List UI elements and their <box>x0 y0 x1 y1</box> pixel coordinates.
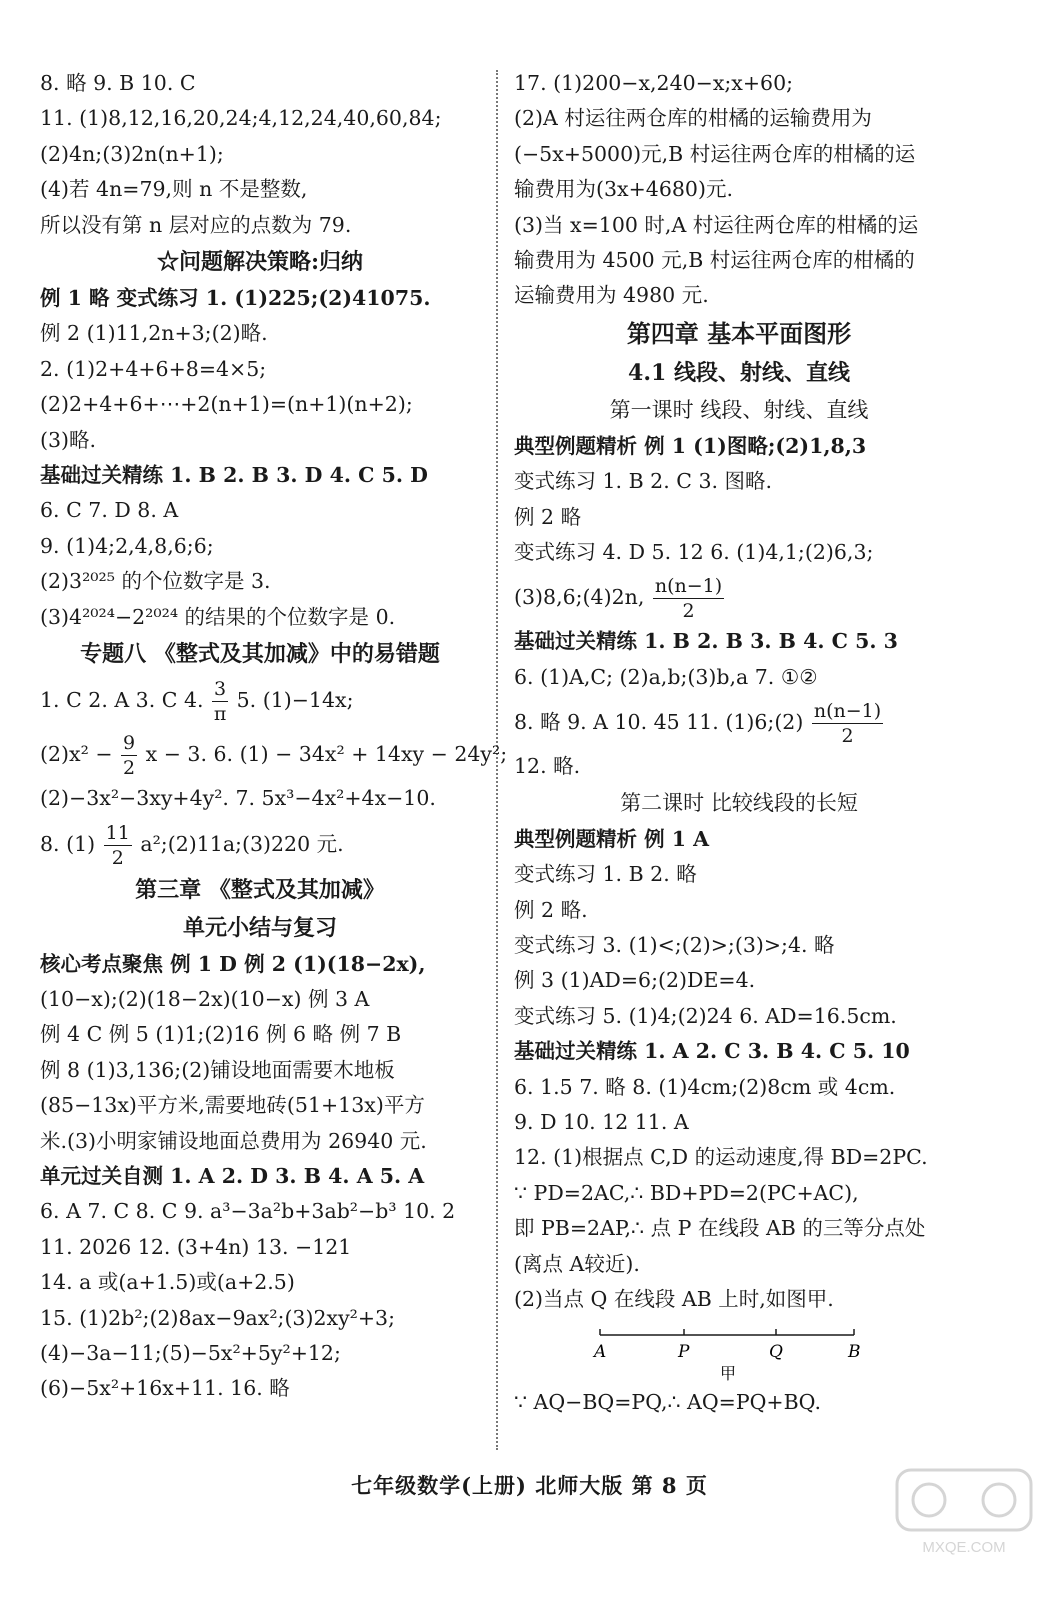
right-line-23: 变式练习 3. (1)<;(2)>;(3)>;4. 略 <box>514 932 835 957</box>
left-line-28: 米.(3)小明家铺设地面总费用为 26940 元. <box>40 1128 427 1153</box>
point-a-label: A <box>594 1342 607 1363</box>
left-line-4: 所以没有第 n 层对应的点数为 79. <box>40 212 352 237</box>
left-line-1: 11. (1)8,12,16,20,24;4,12,24,40,60,84; <box>40 106 442 131</box>
left-line-34: (4)−3a−11;(5)−5x²+5y²+12; <box>40 1340 341 1365</box>
right-line-7: 第四章 基本平面图形 <box>626 318 852 348</box>
left-line-12: 6. C 7. D 8. A <box>40 498 179 523</box>
left-line-18: (2)x² − $\frac{9}{2}$ x − 3. 6. (1) − 34x² + 14xy − 24y²; <box>40 732 508 780</box>
right-line-13: 变式练习 4. D 5. 12 6. (1)4,1;(2)6,3; <box>514 540 874 565</box>
point-q-label: Q <box>769 1342 783 1363</box>
left-line-20: 8. (1) $\frac{11}{2}$ a²;(2)11a;(3)220 元. <box>40 821 344 869</box>
left-line-8: 2. (1)2+4+6+8=4×5; <box>40 356 267 381</box>
right-line-22: 例 2 略. <box>514 897 588 922</box>
left-line-16: 专题八 《整式及其加减》中的易错题 <box>80 641 440 668</box>
right-line-14: (3)8,6;(4)2n, $\frac{n(n-1)}{2}$ <box>514 575 723 623</box>
right-line-12: 例 2 略 <box>514 504 582 529</box>
right-column-top <box>514 66 964 1317</box>
left-line-29: 单元过关自测 1. A 2. D 3. B 4. A 5. A <box>40 1163 425 1188</box>
right-line-26: 基础过关精练 1. A 2. C 3. B 4. C 5. 10 <box>514 1039 910 1064</box>
left-line-13: 9. (1)4;2,4,8,6;6; <box>40 533 214 558</box>
left-line-14: (2)3²⁰²⁵ 的个位数字是 3. <box>40 569 271 594</box>
right-line-28: 9. D 10. 12 11. A <box>514 1109 689 1134</box>
left-line-9: (2)2+4+6+⋯+2(n+1)=(n+1)(n+2); <box>40 392 413 417</box>
left-line-19: (2)−3x²−3xy+4y². 7. 5x³−4x²+4x−10. <box>40 786 436 811</box>
right-line-1: (2)A 村运往两仓库的柑橘的运输费用为 <box>514 106 872 131</box>
right-end-line-0: ∵ AQ−BQ=PQ,∴ AQ=PQ+BQ. <box>514 1390 821 1415</box>
left-line-25: 例 4 C 例 5 (1)1;(2)16 例 6 略 例 7 B <box>40 1022 402 1047</box>
right-line-15: 基础过关精练 1. B 2. B 3. B 4. C 5. 3 <box>514 629 898 654</box>
right-line-20: 典型例题精析 例 1 A <box>514 826 710 851</box>
left-line-5: ☆问题解决策略:归纳 <box>156 249 364 276</box>
right-line-33: (2)当点 Q 在线段 AB 上时,如图甲. <box>514 1286 834 1311</box>
right-line-5: 输费用为 4500 元,B 村运往两仓库的柑橘的 <box>514 248 915 273</box>
right-line-6: 运输费用为 4980 元. <box>514 283 709 308</box>
right-line-0: 17. (1)200−x,240−x;x+60; <box>514 71 794 95</box>
point-p-label: P <box>678 1342 690 1363</box>
left-line-24: (10−x);(2)(18−2x)(10−x) 例 3 A <box>40 986 370 1011</box>
left-line-35: (6)−5x²+16x+11. 16. 略 <box>40 1376 290 1401</box>
right-line-31: 即 PB=2AP,∴ 点 P 在线段 AB 的三等分点处 <box>514 1216 926 1241</box>
figure-jia <box>574 1319 874 1385</box>
right-line-27: 6. 1.5 7. 略 8. (1)4cm;(2)8cm 或 4cm. <box>514 1074 896 1099</box>
right-line-16: 6. (1)A,C; (2)a,b;(3)b,a 7. ①② <box>514 664 818 689</box>
left-line-3: (4)若 4n=79,则 n 不是整数, <box>40 177 308 202</box>
right-line-25: 变式练习 5. (1)4;(2)24 6. AD=16.5cm. <box>514 1003 897 1028</box>
right-column-bottom <box>514 1385 964 1420</box>
watermark-logo <box>889 1460 1039 1560</box>
right-column <box>514 66 964 1421</box>
page-footer: 七年级数学(上册) 北师大版 第 8 页 <box>351 1473 708 1498</box>
left-line-0: 8. 略 9. B 10. C <box>40 71 196 95</box>
left-line-33: 15. (1)2b²;(2)8ax−9ax²;(3)2xy²+3; <box>40 1305 396 1330</box>
right-line-32: (离点 A较近). <box>514 1251 640 1276</box>
left-line-15: (3)4²⁰²⁴−2²⁰²⁴ 的结果的个位数字是 0. <box>40 604 396 629</box>
right-line-8: 4.1 线段、射线、直线 <box>628 359 850 386</box>
left-line-17: 1. C 2. A 3. C 4. $\frac{3}{\pi}$ 5. (1)−14x; <box>40 678 354 726</box>
left-line-6: 例 1 略 变式练习 1. (1)225;(2)41075. <box>40 286 431 311</box>
right-line-4: (3)当 x=100 时,A 村运往两仓库的柑橘的运 <box>514 212 919 237</box>
right-line-2: (−5x+5000)元,B 村运往两仓库的柑橘的运 <box>514 141 916 166</box>
left-column <box>40 66 508 1407</box>
left-line-23: 核心考点聚焦 例 1 D 例 2 (1)(18−2x), <box>40 951 426 976</box>
right-line-30: ∵ PD=2AC,∴ BD+PD=2(PC+AC), <box>514 1180 859 1205</box>
right-line-11: 变式练习 1. B 2. C 3. 图略. <box>514 469 773 494</box>
left-line-27: (85−13x)平方米,需要地砖(51+13x)平方 <box>40 1093 425 1118</box>
right-line-21: 变式练习 1. B 2. 略 <box>514 862 697 887</box>
point-b-label: B <box>848 1342 861 1363</box>
left-line-22: 单元小结与复习 <box>182 914 337 941</box>
right-line-29: 12. (1)根据点 C,D 的运动速度,得 BD=2PC. <box>514 1145 928 1170</box>
left-line-7: 例 2 (1)11,2n+3;(2)略. <box>40 321 268 346</box>
left-line-11: 基础过关精练 1. B 2. B 3. D 4. C 5. D <box>40 463 428 488</box>
figure-caption: 甲 <box>720 1364 737 1384</box>
right-line-10: 典型例题精析 例 1 (1)图略;(2)1,8,3 <box>514 433 867 458</box>
right-line-19: 第二课时 比较线段的长短 <box>620 790 858 815</box>
left-line-31: 11. 2026 12. (3+4n) 13. −121 <box>40 1234 352 1259</box>
right-line-17: 8. 略 9. A 10. 45 11. (1)6;(2) $\frac{n(n-1)}{2}$ <box>514 700 882 748</box>
left-line-26: 例 8 (1)3,136;(2)铺设地面需要木地板 <box>40 1057 395 1082</box>
left-line-30: 6. A 7. C 8. C 9. a³−3a²b+3ab²−b³ 10. 2 <box>40 1199 456 1224</box>
left-line-2: (2)4n;(3)2n(n+1); <box>40 141 224 166</box>
left-line-21: 第三章 《整式及其加减》 <box>135 876 385 903</box>
right-line-3: 输费用为(3x+4680)元. <box>514 177 733 202</box>
left-line-10: (3)略. <box>40 427 97 452</box>
left-line-32: 14. a 或(a+1.5)或(a+2.5) <box>40 1270 295 1295</box>
right-line-9: 第一课时 线段、射线、直线 <box>609 397 869 422</box>
right-line-18: 12. 略. <box>514 754 581 779</box>
watermark-text: MXQE.COM <box>922 1539 1006 1556</box>
right-line-24: 例 3 (1)AD=6;(2)DE=4. <box>514 968 756 993</box>
